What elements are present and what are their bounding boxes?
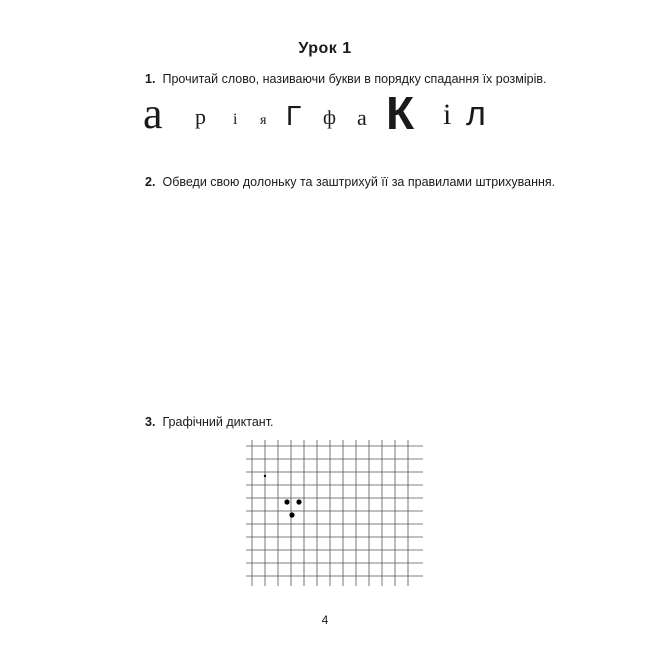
task-2-number: 2. [145,175,156,189]
task-2-text: Обведи свою долоньку та заштрихуй її за правилами штрихування. [162,175,556,189]
letter-9: і [443,98,452,131]
task-2 [145,175,555,189]
task-3-text: Графічний диктант. [162,415,274,429]
page-title: Урок 1 [298,40,352,57]
letter-6: ф [323,107,336,129]
grid-lines [246,440,423,586]
letter-10: л [466,95,486,133]
letter-8: К [386,87,415,139]
letter-5: Г [286,100,302,131]
grid-svg [246,440,423,586]
letter-4: я [260,113,267,128]
letter-1: а [143,89,163,138]
dictation-grid [246,440,423,586]
letter-7: а [357,105,367,130]
task-1-text: Прочитай слово, називаючи букви в порядку спадання їх розмірів. [162,72,547,86]
letter-2: р [195,104,206,129]
letter-row [143,87,523,144]
letter-3: і [233,111,238,128]
task-3-number: 3. [145,415,156,429]
pattern-dot-2 [296,499,301,504]
pattern-dot-1 [284,499,289,504]
page-number: 4 [321,613,329,627]
start-dot [264,475,266,477]
task-1 [145,72,546,86]
task-3 [145,415,274,429]
task-1-number: 1. [145,72,156,86]
pattern-dot-3 [289,512,294,517]
